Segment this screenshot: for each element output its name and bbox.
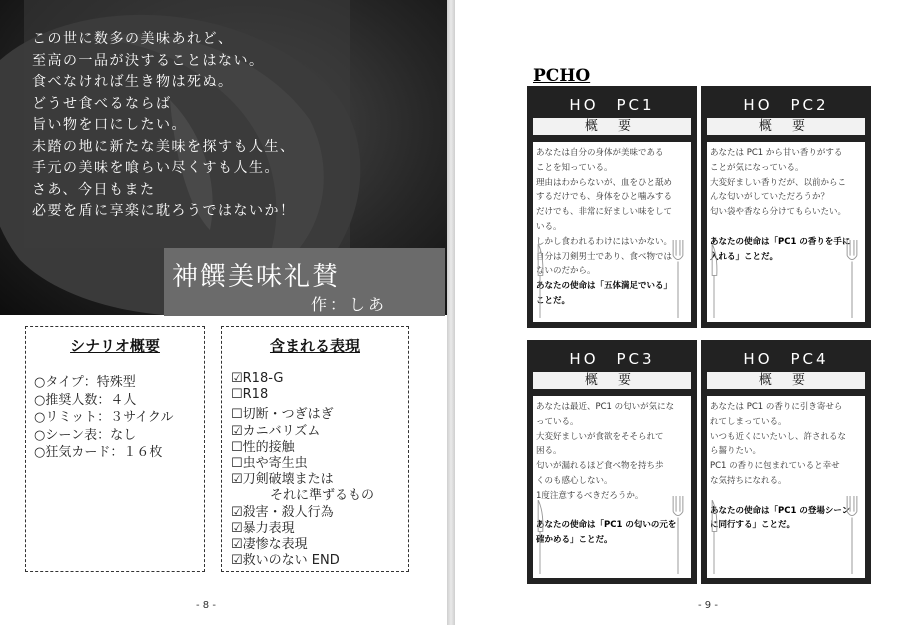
card-body	[533, 142, 691, 322]
card-label: 概 要	[707, 118, 865, 135]
right-page	[455, 0, 900, 625]
card-text-line: あなたは最近、PC1 の匂いが気にな	[536, 402, 675, 412]
card-text-line: 匂い袋や香なら分けてもらいたい。	[710, 207, 847, 218]
ho-card-pc3	[527, 340, 697, 584]
left-page	[0, 0, 447, 625]
ho-card-pc2	[701, 86, 871, 328]
card-title: HO PC2	[743, 96, 829, 114]
expression-item: ☑凄惨な表現	[231, 537, 308, 552]
card-text-line: ら齧りたい。	[710, 446, 762, 457]
card-text-line: あなたは PC1 から甘い香りがする	[710, 148, 843, 158]
expressions-heading: 含まれる表現	[269, 337, 360, 355]
card-text-line: いる。	[536, 222, 562, 232]
card-mission-line: ことだ。	[536, 296, 571, 306]
expression-item: ☐R18	[231, 387, 269, 403]
card-body	[707, 142, 865, 322]
expression-item: ☑カニバリズム	[231, 423, 321, 439]
card-text-line: 困る。	[536, 446, 562, 457]
poem-line: 未踏の地に新たな美味を探すも人生、	[32, 138, 296, 155]
book-gutter	[447, 0, 455, 625]
poem-line: どうせ食べるならば	[32, 95, 172, 112]
knife-icon	[709, 244, 719, 318]
card-text-line: あなたは PC1 の香りに引き寄せら	[710, 402, 843, 412]
knife-icon	[709, 500, 719, 574]
card-label: 概 要	[707, 372, 865, 389]
card-mission-line: あなたの使命は「PC1 の香りを手に	[710, 236, 851, 247]
card-text-line: ないのだから。	[536, 266, 596, 277]
card-mission-line: 確かめる」ことだ。	[536, 535, 613, 546]
fork-icon	[671, 496, 685, 574]
card-text-line: しかし食われるわけにはいかない。	[536, 236, 673, 247]
expression-item: ☑救いのない END	[231, 553, 340, 569]
poem-overlay	[24, 0, 350, 248]
overview-item: ○シーン表：なし	[34, 427, 137, 443]
overview-item: ○タイプ：特殊型	[34, 375, 136, 390]
card-title: HO PC1	[569, 96, 655, 114]
card-mission-line: あなたの使命は「PC1 の匂いの元を	[536, 520, 677, 531]
expression-item: ☑R18-G	[231, 371, 284, 386]
title-box	[164, 248, 445, 316]
card-text-line: PC1 の香りに包まれていると幸せ	[710, 461, 840, 472]
card-text-line: ことを知っている。	[536, 162, 613, 173]
expression-item: ☐切断・つぎはぎ	[231, 407, 334, 423]
card-text-line: あなたは自分の身体が美味である	[536, 148, 664, 158]
poem-line: さあ、今日もまた	[32, 181, 156, 198]
overview-box	[25, 326, 205, 572]
poem-line: この世に数多の美味あれど、	[32, 31, 234, 47]
card-text-line: 自分は刀剣男士であり、食べ物では	[536, 251, 673, 262]
page-number-right: - 9 -	[698, 600, 718, 611]
expressions-box	[221, 326, 409, 572]
card-body	[533, 396, 691, 578]
expression-item: ☐性的接触	[231, 439, 295, 455]
scenario-title: 神饌美味礼賛	[172, 262, 341, 292]
card-text-line: するだけでも、身体をひと噛みする	[536, 192, 673, 203]
fork-icon	[845, 240, 859, 318]
pcho-heading: PCHO	[533, 66, 591, 86]
ho-card-pc4	[701, 340, 871, 584]
card-mission-line: あなたの使命は「PC1 の登場シーン	[710, 505, 851, 516]
card-body	[707, 396, 865, 578]
fork-icon	[671, 240, 685, 318]
card-mission-line: に同行する」ことだ。	[710, 520, 796, 531]
overview-heading: シナリオ概要	[70, 337, 160, 355]
card-label: 概 要	[533, 372, 691, 389]
card-title: HO PC3	[569, 350, 655, 368]
card-text-line: 匂いが漏れるほど食べ物を持ち歩	[536, 461, 664, 472]
card-text-line: れてしまっている。	[710, 416, 787, 427]
fork-icon	[845, 496, 859, 574]
card-text-line: 1度注意するべきだろうか。	[536, 490, 644, 501]
expression-item: それに準ずるもの	[231, 488, 375, 504]
card-mission-line: 入れる」ことだ。	[710, 251, 779, 262]
card-text-line: 理由はわからないが、血をひと舐め	[536, 177, 673, 188]
card-text-line: いつも近くにいたいし、許されるな	[710, 431, 847, 442]
expression-item: ☑暴力表現	[231, 520, 295, 536]
expression-item: ☐虫や寄生虫	[231, 456, 308, 471]
overview-item: ○推奨人数：４人	[34, 392, 137, 408]
card-mission-line: あなたの使命は「五体満足でいる」	[536, 281, 673, 292]
card-text-line: だけでも、非常に好ましい味をして	[536, 207, 673, 218]
knife-icon	[535, 244, 545, 318]
poem-line: 手元の美味を喰らい尽くすも人生。	[32, 160, 280, 176]
card-title: HO PC4	[743, 350, 829, 368]
card-text-line: 大変好ましい香りだが、以前からこ	[710, 177, 847, 188]
card-text-line: な気持ちになれる。	[710, 476, 787, 486]
expression-item: ☑刀剣破壊または	[231, 472, 334, 488]
knife-icon	[535, 500, 545, 574]
card-text-line: っている。	[536, 416, 579, 427]
card-text-line: くのも感心しない。	[536, 476, 613, 486]
ho-card-pc1	[527, 86, 697, 328]
expression-item: ☑殺害・殺人行為	[231, 504, 334, 520]
overview-item: ○狂気カード：１６枚	[34, 445, 163, 460]
author-credit: 作：しあ	[310, 295, 387, 314]
overview-item: ○リミット：３サイクル	[34, 410, 174, 425]
poem-line: 至高の一品が決することはない。	[32, 52, 265, 69]
page-number-left: - 8 -	[196, 600, 216, 611]
poem-line: 旨い物を口にしたい。	[32, 117, 187, 133]
card-text-line: んな匂いがしていただろうか？	[710, 192, 830, 203]
poem-line: 必要を盾に享楽に耽ろうではないか！	[32, 203, 296, 219]
poem-line: 食べなければ生き物は死ぬ。	[32, 74, 234, 90]
card-text-line: ことが気になっている。	[710, 162, 804, 173]
card-label: 概 要	[533, 118, 691, 135]
card-text-line: 大変好ましいが食欲をそそられて	[536, 431, 664, 442]
